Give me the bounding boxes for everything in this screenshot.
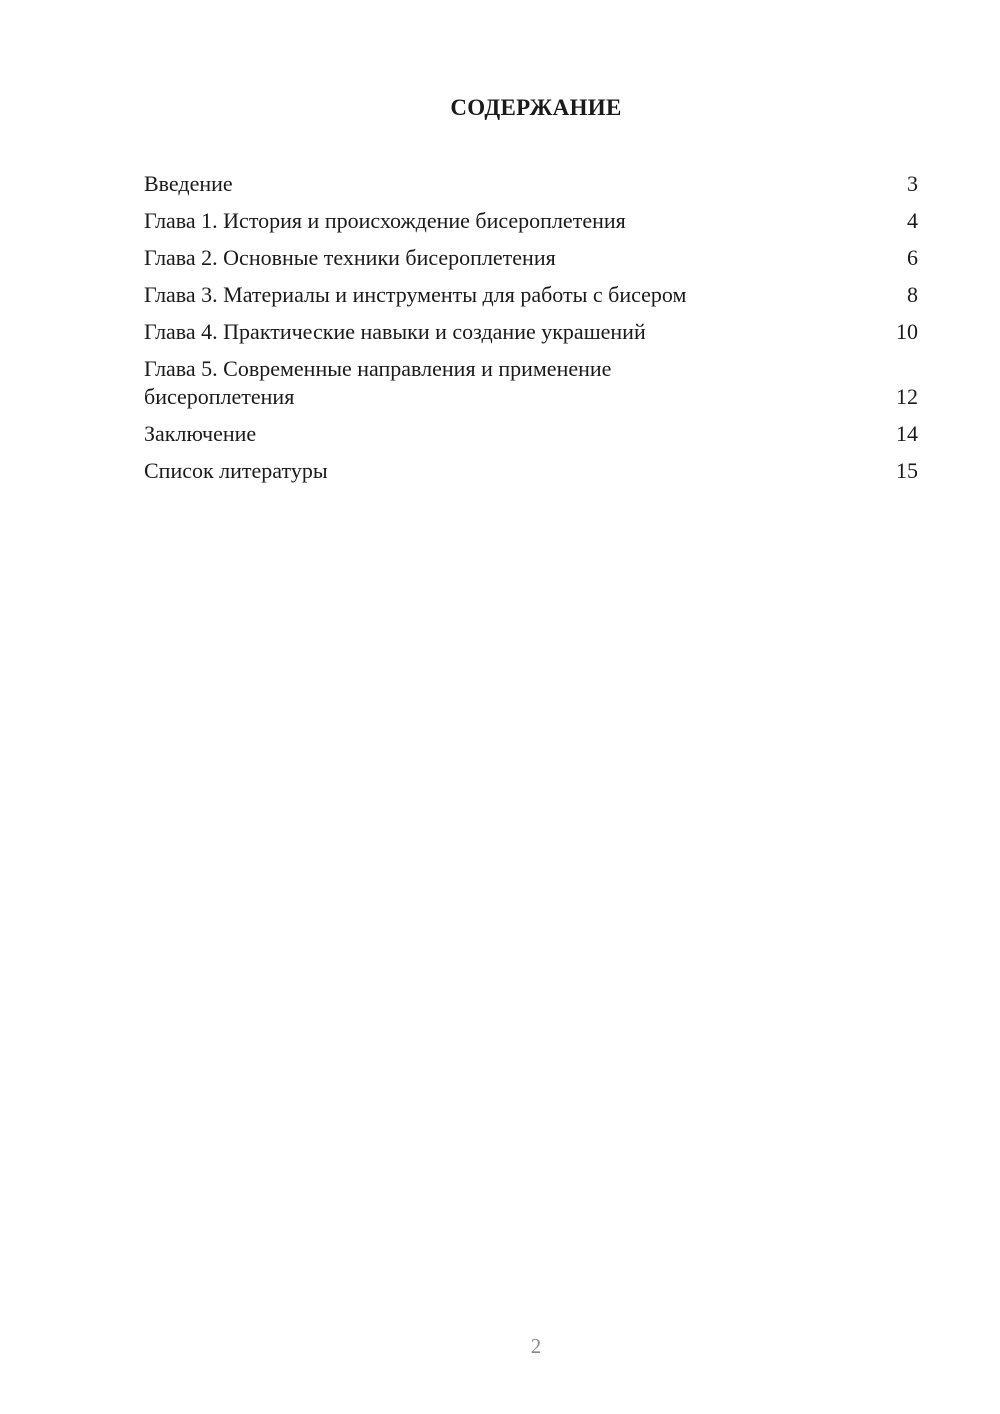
toc-entry	[144, 207, 918, 235]
toc-entry-label: Глава 2. Основные техники бисероплетения	[144, 245, 556, 270]
page-title: СОДЕРЖАНИЕ	[450, 95, 622, 120]
toc-entry-page: 15	[896, 458, 918, 483]
toc-entry-label: Глава 4. Практические навыки и создание украшений	[144, 319, 646, 344]
toc-entry-page: 3	[907, 171, 918, 196]
toc-entry-label: Глава 5. Современные направления и применение бисероплетения	[144, 356, 612, 409]
toc-entry-page: 14	[896, 421, 918, 446]
toc-entry-label: Список литературы	[144, 458, 328, 483]
toc-entry-label: Глава 1. История и происхождение бисероплетения	[144, 208, 626, 233]
toc-entry-page: 8	[907, 282, 918, 307]
toc-entry-label: Заключение	[144, 421, 257, 446]
toc-entry	[144, 420, 918, 448]
toc-entry	[144, 281, 918, 309]
toc-entry	[144, 318, 918, 346]
toc-entry-page: 4	[907, 208, 918, 233]
toc-entry-label: Введение	[144, 171, 233, 196]
toc-entry-page: 10	[896, 319, 918, 344]
toc-entry-label: Глава 3. Материалы и инструменты для работы с бисером	[144, 282, 687, 307]
toc-entry	[144, 355, 918, 411]
toc-entry	[144, 170, 918, 198]
toc-entry	[144, 244, 918, 272]
toc-entry-page: 6	[907, 245, 918, 270]
page-number: 2	[530, 1334, 542, 1358]
toc-entry	[144, 457, 918, 485]
table-of-contents	[144, 170, 918, 494]
toc-entry-page: 12	[896, 384, 918, 409]
